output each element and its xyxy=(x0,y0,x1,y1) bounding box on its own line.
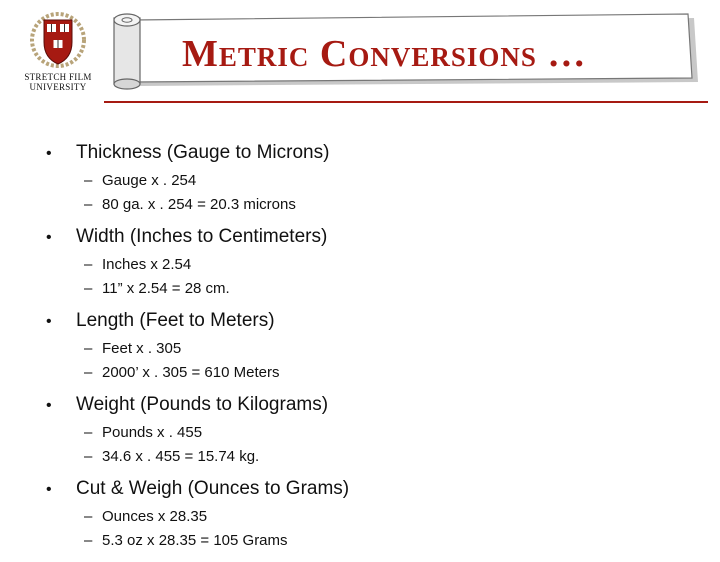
sub-item xyxy=(46,196,686,220)
sub-item-text: Pounds x . 455 xyxy=(102,424,203,441)
sub-item-text: 80 ga. x . 254 = 20.3 microns xyxy=(102,196,296,213)
topic-group xyxy=(46,226,686,304)
topic-heading: Thickness (Gauge to Microns) xyxy=(76,142,330,163)
topic-group xyxy=(46,478,686,556)
dash-icon: – xyxy=(84,172,93,189)
dash-icon: – xyxy=(84,340,93,357)
sub-item xyxy=(46,340,686,364)
sub-item xyxy=(46,172,686,196)
sub-item xyxy=(46,532,686,556)
sub-item-text: Inches x 2.54 xyxy=(102,256,192,273)
sub-item-text: 34.6 x . 455 = 15.74 kg. xyxy=(102,448,260,465)
sub-item xyxy=(46,256,686,280)
dash-icon: – xyxy=(84,448,93,465)
dash-icon: – xyxy=(84,256,93,273)
sub-item xyxy=(46,280,686,304)
dash-icon: – xyxy=(84,280,93,297)
bullet-icon: • xyxy=(46,397,52,414)
page-title: Metric Conversions … xyxy=(182,33,587,75)
topic-row xyxy=(46,310,686,340)
conversion-list xyxy=(46,142,686,562)
dash-icon: – xyxy=(84,532,93,549)
sub-item xyxy=(46,508,686,532)
title-banner xyxy=(108,12,700,94)
sub-item-text: Feet x . 305 xyxy=(102,340,182,357)
university-logo xyxy=(18,10,98,92)
logo-text-line2: UNIVERSITY xyxy=(29,82,87,92)
topic-row xyxy=(46,394,686,424)
sub-item-text: 2000’ x . 305 = 610 Meters xyxy=(102,364,280,381)
topic-heading: Cut & Weigh (Ounces to Grams) xyxy=(76,478,350,499)
topic-row xyxy=(46,142,686,172)
topic-row xyxy=(46,478,686,508)
sub-item-text: Ounces x 28.35 xyxy=(102,508,208,525)
logo-text-line1: STRETCH FILM xyxy=(24,72,92,82)
sub-item-text: 5.3 oz x 28.35 = 105 Grams xyxy=(102,532,288,549)
bullet-icon: • xyxy=(46,313,52,330)
topic-group xyxy=(46,394,686,472)
bullet-icon: • xyxy=(46,481,52,498)
topic-group xyxy=(46,142,686,220)
dash-icon: – xyxy=(84,508,93,525)
topic-group xyxy=(46,310,686,388)
topic-row xyxy=(46,226,686,256)
topic-heading: Width (Inches to Centimeters) xyxy=(76,226,328,247)
dash-icon: – xyxy=(84,196,93,213)
dash-icon: – xyxy=(84,364,93,381)
bullet-icon: • xyxy=(46,229,52,246)
topic-heading: Length (Feet to Meters) xyxy=(76,310,275,331)
header-divider xyxy=(104,101,708,103)
sub-item xyxy=(46,364,686,388)
sub-item-text: Gauge x . 254 xyxy=(102,172,197,189)
bullet-icon: • xyxy=(46,145,52,162)
dash-icon: – xyxy=(84,424,93,441)
sub-item xyxy=(46,424,686,448)
sub-item xyxy=(46,448,686,472)
crest-icon xyxy=(30,10,86,70)
sub-item-text: 11” x 2.54 = 28 cm. xyxy=(102,280,230,297)
topic-heading: Weight (Pounds to Kilograms) xyxy=(76,394,329,415)
